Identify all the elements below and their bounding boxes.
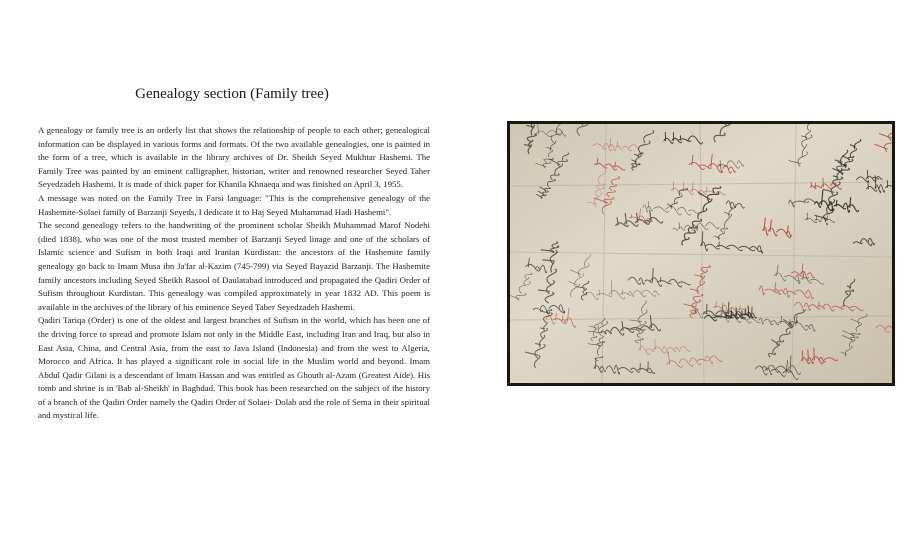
paragraph-4: Qadiri Tariqa (Order) is one of the oldest and largest branches of Sufism in the world, which has been one of the driving force to spread and promote Islam not only in the Middle East, including Iran and Iraq, but also in East Asia, China, and Central Asia, from the east to Java Island (Indonesia) and from the west to Algeria, Morocco and Africa. It has played a significant role in social life in the Muslim world and beyond. Imam Abdul Qadir Gilani is a descendant of Imam Hassan and was entitled as Ghouth al-Azam (Greatest Aide). His tomb and shrine is in 'Bab al-Sheikh' in Baghdad. This book has been researched on the subject of the history of a branch of the Qadiri Order namely the Qadiri Order of Solaei- Dolab and the role of Sema in their spiritual and mystical life. [38,315,430,421]
paragraph-3: The second genealogy refers to the handwriting of the prominent scholar Sheikh Muhammad Marof Nodehi (died 1838), who was one of the most trusted member of Barzanji Seyed linage and one of the scholars of Islamic science and Sufism in both Iraqi and Iranian Kurdistan: the ancestors of the Hashemite family genealogy go back to Imam Musa ibn Ja'far al-Kazim (745-799) via Seyed Bayazid Barzanji. The Hashemite family ancestors including Seyed Sheikh Rasool of Daulatabad introduced and propagated the Qadiri Order of Sufism throughout Kurdistan. This genealogy was compiled approximately in year 1832 AD. This poem is available in the archives of the library of his eminence Seyed Taher Seyedzadeh Hashemi. [38,220,430,312]
paragraph-1: A genealogy or family tree is an orderly list that shows the relationship of people to each other; genealogical information can be displayed in various forms and formats. Of the two available genealogies, one is painted in the form of a tree, which is available in the library archives of Dr. Sheikh Seyed Mukhtar Hashemi. The Family Tree was painted by an eminent calligrapher, historian, writer and renowned researcher Seyed Taher Seyedzadeh Hashemi. It is made of thick paper for Khanila Khnaeqa and was finished on April 3, 1955. [38,125,430,190]
paragraph-2: A message was noted on the Family Tree in Farsi language: "This is the comprehensive genealogy of the Hashemite-Solaei family of Barzanji Seyeds, I dedicate it to Haj Seyed Muhammad Hadi Hashemi". [38,192,430,217]
manuscript-image [510,124,892,383]
page-title: Genealogy section (Family tree) [135,86,329,102]
family-tree-photo [507,121,895,386]
body-text [38,124,430,423]
